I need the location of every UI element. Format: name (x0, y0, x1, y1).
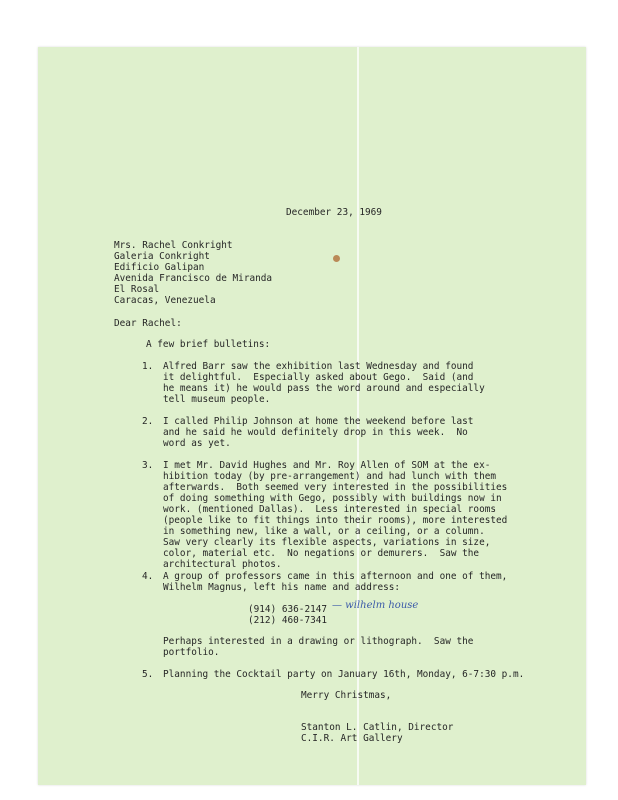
item-line: I called Philip Johnson at home the weekend before last (163, 416, 474, 427)
handwritten-note: — wilhelm house (332, 600, 419, 611)
item-line: tell museum people. (163, 394, 271, 405)
item-line: word as yet. (163, 438, 231, 449)
item-line: portfolio. (163, 647, 220, 658)
address-line: Edificio Galipan (114, 262, 205, 273)
item-number: 5. (142, 669, 154, 680)
item-line: of doing something with Gego, possibly with buildings now in (163, 493, 502, 504)
item-line: he means it) he would pass the word around and especially (163, 383, 485, 394)
ink-stain (333, 255, 340, 262)
salutation: Dear Rachel: (114, 318, 182, 329)
address-line: Avenida Francisco de Miranda (114, 273, 273, 284)
item-line: A group of professors came in this afternoon and one of them, (163, 571, 508, 582)
address-line: Mrs. Rachel Conkright (114, 240, 233, 251)
item-line: hibition today (by pre-arrangement) and had lunch with them (163, 471, 497, 482)
item-line: work. (mentioned Dallas). Less interested in special rooms (163, 504, 497, 515)
address-line: El Rosal (114, 284, 160, 295)
item-line: architectural photos. (163, 559, 282, 570)
letter-date: December 23, 1969 (286, 207, 382, 218)
item-line: (people like to fit things into their rooms), more interested (163, 515, 508, 526)
intro-text: A few brief bulletins: (146, 339, 271, 350)
item-line: afterwards. Both seemed very interested in the possibilities (163, 482, 508, 493)
item-number: 1. (142, 361, 154, 372)
item-number: 2. (142, 416, 154, 427)
signature-line: Stanton L. Catlin, Director (301, 722, 454, 733)
item-line: I met Mr. David Hughes and Mr. Roy Allen of SOM at the ex- (163, 460, 491, 471)
item-line: in something new, like a wall, or a ceiling, or a column. (163, 526, 485, 537)
item-line: Alfred Barr saw the exhibition last Wednesday and found (163, 361, 474, 372)
phone-number: (212) 460-7341 (248, 615, 328, 626)
phone-number: (914) 636-2147 (248, 604, 328, 615)
item-number: 3. (142, 460, 154, 471)
item-number: 4. (142, 571, 154, 582)
item-line: it delightful. Especially asked about Gego. Said (and (163, 372, 474, 383)
item-line: and he said he would definitely drop in this week. No (163, 427, 468, 438)
item-line: Planning the Cocktail party on January 16th, Monday, 6-7:30 p.m. (163, 669, 525, 680)
item-line: Wilhelm Magnus, left his name and address: (163, 582, 401, 593)
item-line: Saw very clearly its flexible aspects, variations in size, (163, 537, 491, 548)
address-line: Galeria Conkright (114, 251, 210, 262)
item-line: color, material etc. No negations or demurers. Saw the (163, 548, 480, 559)
closing: Merry Christmas, (301, 690, 392, 701)
signature-line: C.I.R. Art Gallery (301, 733, 403, 744)
address-line: Caracas, Venezuela (114, 295, 216, 306)
item-line: Perhaps interested in a drawing or lithograph. Saw the (163, 636, 474, 647)
